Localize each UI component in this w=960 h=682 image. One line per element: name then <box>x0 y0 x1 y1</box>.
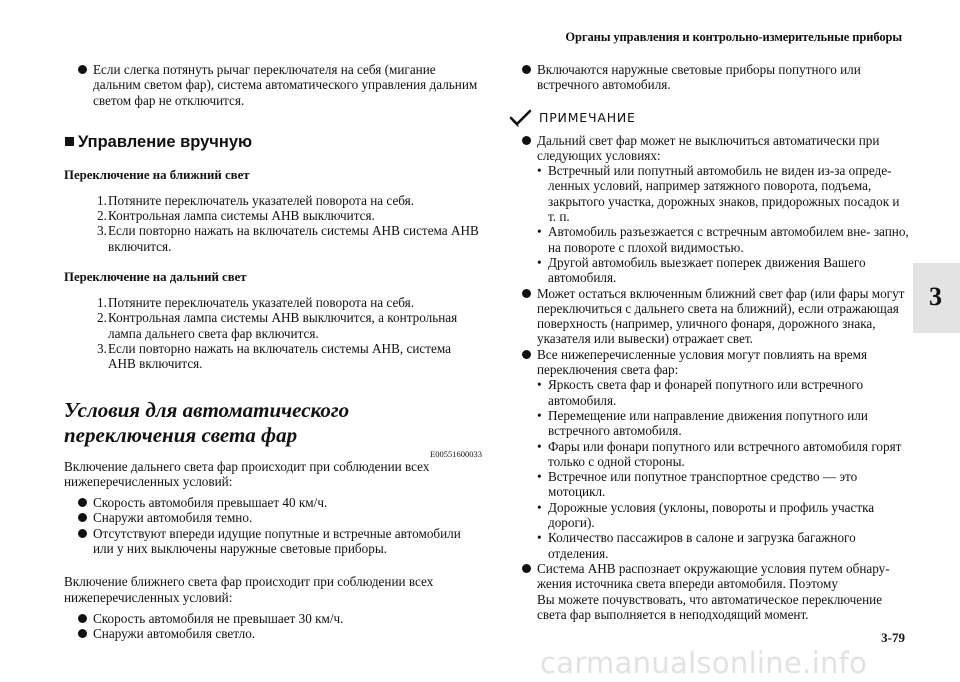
note-subitem: • Встречное или попутное транспортное средство — это мотоцикл. <box>509 469 909 500</box>
note-bullet-2: Может остаться включенным ближний свет фар (или фары могут переключиться с дальнего света на ближний), если отражающая поверхность (например, уличного фонаря, дорожного знака, указателя или вывески) отражает свет. <box>509 286 909 347</box>
low-beam-intro: Включение ближнего света фар происходит при соблюдении всех нижеперечисленных условий: <box>64 574 434 605</box>
high-condition-1: Скорость автомобиля превышает 40 км/ч. <box>64 495 482 510</box>
note-bullet-4-continuation: Вы можете почувствовать, что автоматическое переключение света фар выполняется в неподходящий момент. <box>537 591 883 622</box>
watermark: carmanualsonline.info <box>540 646 868 680</box>
note-subitem: • Автомобиль разъезжается с встречным автомобилем вне- запно, на повороте с плохой видимостью. <box>509 224 909 255</box>
intro-bullet: Если слегка потянуть рычаг переключателя на себя (мигание дальним светом фар), система автоматического управления дальним светом фар не отключится. <box>64 62 482 108</box>
low-condition-1: Скорость автомобиля не превышает 30 км/ч. <box>64 611 482 626</box>
list-item: 3. Если повторно нажать на включатель системы AHB, система AHB включится. <box>97 340 451 372</box>
list-item: 2. Контрольная лампа системы AHB выключится. <box>97 208 375 224</box>
note-subitem: • Перемещение или направление движения попутного или встречного автомобиля. <box>509 408 909 439</box>
note-subitem: • Встречный или попутный автомобиль не виден из-за опреде- ленных условий, например затяжного поворота, подъема, закрытого участка, дорожных знаков, придорожных посадок и т. п. <box>509 163 909 224</box>
list-item: 1. Потяните переключатель указателей поворота на себя. <box>97 295 415 311</box>
chapter-tab <box>913 263 960 333</box>
top-bullet: Включаются наружные световые приборы попутного или встречного автомобиля. <box>509 62 909 93</box>
high-beam-subhead: Переключение на дальний свет <box>64 270 247 285</box>
note-label: ПРИМЕЧАНИЕ <box>539 109 636 125</box>
low-beam-subhead: Переключение на ближний свет <box>64 167 250 182</box>
note-header <box>509 109 909 127</box>
list-item: 2. Контрольная лампа системы AHB выключится, а контрольная лампа дальнего света фар включится. <box>97 310 458 341</box>
note-subitem: • Другой автомобиль выезжает поперек движения Вашего автомобиля. <box>509 255 909 286</box>
high-condition-2: Снаружи автомобиля темно. <box>64 510 482 525</box>
note-subitem: • Фары или фонари попутного или встречного автомобиля горят только с одной стороны. <box>509 439 909 470</box>
auto-switch-heading: Условия для автоматического переключения света фар <box>64 397 350 447</box>
low-condition-2: Снаружи автомобиля светло. <box>64 626 482 641</box>
note-bullet-4: Система AHB распознает окружающие условия путем обнару- жения источника света впереди автомобиля. Поэтому <box>509 561 909 592</box>
low-beam-steps <box>64 193 482 254</box>
page-header-title: Органы управления и контрольно-измерительные приборы <box>565 30 902 44</box>
note-subitem: • Яркость света фар и фонарей попутного или встречного автомобиля. <box>509 377 909 408</box>
left-column <box>64 62 482 642</box>
high-beam-steps <box>64 295 482 371</box>
right-column <box>509 62 909 622</box>
page-number: 3-79 <box>881 630 905 645</box>
high-condition-3: Отсутствуют впереди идущие попутные и встречные автомобили или у них выключены наружные световые приборы. <box>64 526 482 557</box>
note-subitem: • Дорожные условия (уклоны, повороты и профиль участка дороги). <box>509 500 909 531</box>
list-item: 3. Если повторно нажать на включатель системы AHB система AHB включится. <box>97 223 479 254</box>
high-beam-intro: Включение дальнего света фар происходит при соблюдении всех нижеперечисленных условий: <box>64 458 430 489</box>
chapter-number: 3 <box>929 282 942 311</box>
note-bullet-3: Все нижеперечисленные условия могут повлиять на время переключения света фар: <box>509 347 909 378</box>
list-item: 1. Потяните переключатель указателей поворота на себя. <box>97 192 415 208</box>
note-checkmark-icon <box>509 109 533 127</box>
manual-control-title: Управление вручную <box>64 132 482 152</box>
note-bullet-1: Дальний свет фар может не выключиться автоматически при следующих условиях: <box>509 133 909 164</box>
section-code: E00551600033 <box>430 448 482 459</box>
note-subitem: • Количество пассажиров в салоне и загрузка багажного отделения. <box>509 530 909 561</box>
